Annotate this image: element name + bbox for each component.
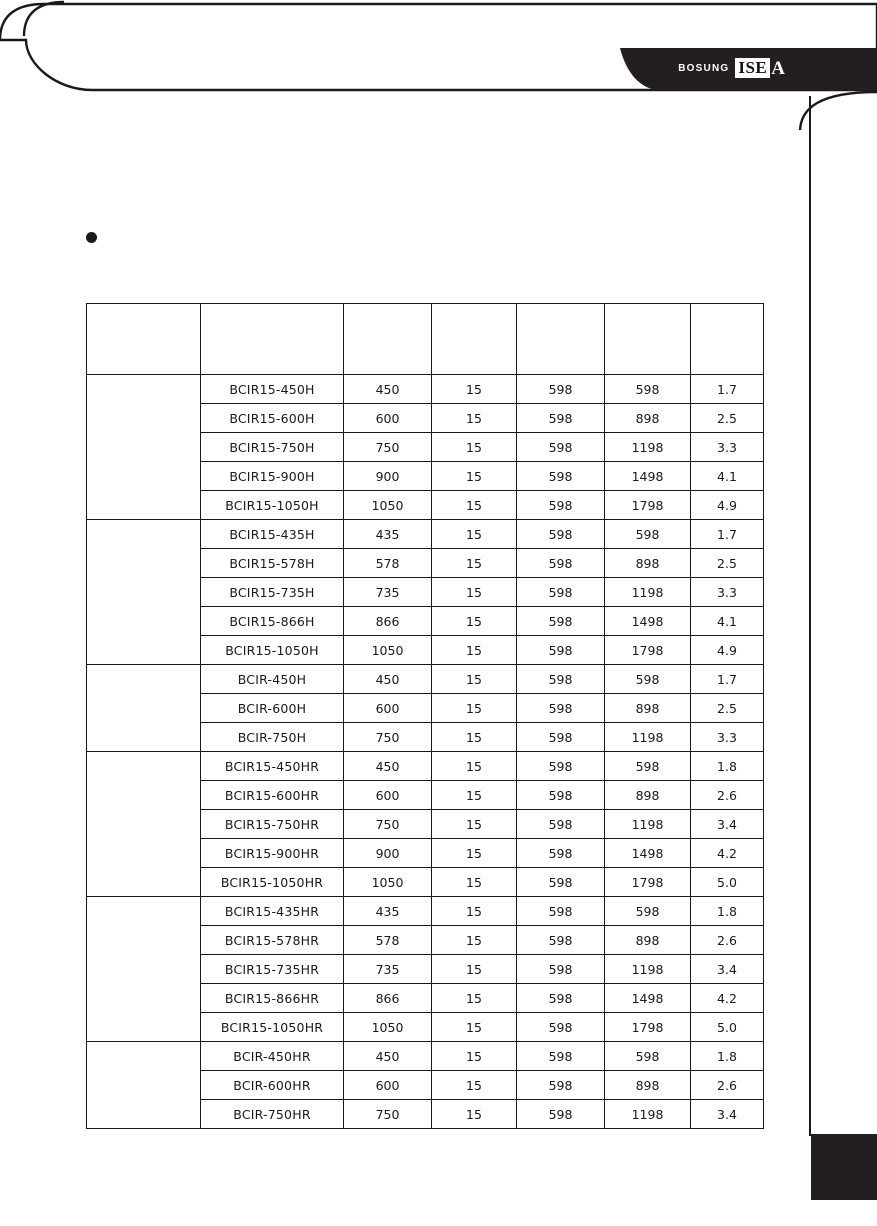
brand-logo-isea-tail: A [771, 57, 785, 79]
length-cell: 598 [605, 375, 691, 404]
model-cell: BCIR15-735H [201, 578, 344, 607]
header-cell-weight [691, 304, 764, 375]
width-cell: 598 [517, 404, 605, 433]
brand-logo-bosung: BOSUNG [678, 62, 730, 74]
capacity-cell: 735 [344, 955, 432, 984]
width-cell: 598 [517, 839, 605, 868]
length-cell: 1798 [605, 1013, 691, 1042]
capacity-cell: 1050 [344, 1013, 432, 1042]
table-header [87, 304, 764, 375]
length-cell: 1198 [605, 578, 691, 607]
header-cell-pressure [432, 304, 517, 375]
width-cell: 598 [517, 1042, 605, 1071]
model-cell: BCIR-450HR [201, 1042, 344, 1071]
model-cell: BCIR15-450H [201, 375, 344, 404]
model-cell: BCIR-450H [201, 665, 344, 694]
length-cell: 1198 [605, 810, 691, 839]
group-cell [87, 1042, 201, 1129]
model-cell: BCIR15-435H [201, 520, 344, 549]
capacity-cell: 578 [344, 926, 432, 955]
model-cell: BCIR15-1050HR [201, 1013, 344, 1042]
weight-cell: 5.0 [691, 1013, 764, 1042]
header-cell-length [605, 304, 691, 375]
width-cell: 598 [517, 1013, 605, 1042]
width-cell: 598 [517, 897, 605, 926]
header-cell-group [87, 304, 201, 375]
model-cell: BCIR-600H [201, 694, 344, 723]
capacity-cell: 450 [344, 1042, 432, 1071]
capacity-cell: 750 [344, 433, 432, 462]
width-cell: 598 [517, 868, 605, 897]
length-cell: 1798 [605, 636, 691, 665]
width-cell: 598 [517, 520, 605, 549]
pressure-cell: 15 [432, 375, 517, 404]
length-cell: 1498 [605, 607, 691, 636]
pressure-cell: 15 [432, 491, 517, 520]
weight-cell: 1.8 [691, 752, 764, 781]
weight-cell: 2.5 [691, 694, 764, 723]
bullet-icon [86, 232, 97, 243]
group-cell [87, 752, 201, 897]
model-cell: BCIR15-900H [201, 462, 344, 491]
brand-logo-isea-mark: ISE [735, 58, 770, 78]
length-cell: 898 [605, 781, 691, 810]
pressure-cell: 15 [432, 781, 517, 810]
header-cell-width [517, 304, 605, 375]
model-cell: BCIR15-578HR [201, 926, 344, 955]
table-body [87, 375, 764, 1129]
length-cell: 1198 [605, 1100, 691, 1129]
length-cell: 598 [605, 897, 691, 926]
capacity-cell: 900 [344, 462, 432, 491]
model-cell: BCIR15-1050HR [201, 868, 344, 897]
pressure-cell: 15 [432, 549, 517, 578]
weight-cell: 3.3 [691, 578, 764, 607]
capacity-cell: 600 [344, 694, 432, 723]
model-cell: BCIR15-750H [201, 433, 344, 462]
weight-cell: 2.5 [691, 404, 764, 433]
width-cell: 598 [517, 607, 605, 636]
capacity-cell: 578 [344, 549, 432, 578]
width-cell: 598 [517, 955, 605, 984]
table-row [87, 665, 764, 694]
weight-cell: 3.3 [691, 723, 764, 752]
weight-cell: 2.6 [691, 1071, 764, 1100]
capacity-cell: 900 [344, 839, 432, 868]
pressure-cell: 15 [432, 462, 517, 491]
length-cell: 1198 [605, 955, 691, 984]
table-row [87, 1042, 764, 1071]
weight-cell: 1.7 [691, 665, 764, 694]
weight-cell: 4.9 [691, 491, 764, 520]
brand-logo [678, 58, 785, 78]
model-cell: BCIR15-900HR [201, 839, 344, 868]
weight-cell: 2.6 [691, 926, 764, 955]
capacity-cell: 866 [344, 607, 432, 636]
width-cell: 598 [517, 752, 605, 781]
length-cell: 598 [605, 520, 691, 549]
pressure-cell: 15 [432, 433, 517, 462]
specification-table [86, 303, 764, 1129]
pressure-cell: 15 [432, 752, 517, 781]
length-cell: 598 [605, 752, 691, 781]
weight-cell: 3.4 [691, 810, 764, 839]
width-cell: 598 [517, 723, 605, 752]
length-cell: 1498 [605, 984, 691, 1013]
group-cell [87, 520, 201, 665]
weight-cell: 1.8 [691, 1042, 764, 1071]
weight-cell: 1.8 [691, 897, 764, 926]
capacity-cell: 750 [344, 810, 432, 839]
pressure-cell: 15 [432, 955, 517, 984]
model-cell: BCIR15-735HR [201, 955, 344, 984]
width-cell: 598 [517, 636, 605, 665]
pressure-cell: 15 [432, 1071, 517, 1100]
width-cell: 598 [517, 665, 605, 694]
section-heading [86, 232, 107, 243]
capacity-cell: 600 [344, 1071, 432, 1100]
capacity-cell: 450 [344, 752, 432, 781]
pressure-cell: 15 [432, 578, 517, 607]
model-cell: BCIR15-435HR [201, 897, 344, 926]
width-cell: 598 [517, 694, 605, 723]
width-cell: 598 [517, 462, 605, 491]
pressure-cell: 15 [432, 665, 517, 694]
table-row [87, 375, 764, 404]
weight-cell: 4.1 [691, 462, 764, 491]
header-cell-capacity [344, 304, 432, 375]
model-cell: BCIR-750HR [201, 1100, 344, 1129]
pressure-cell: 15 [432, 694, 517, 723]
page-corner-tab [811, 1134, 877, 1200]
right-margin-rule [809, 96, 811, 1136]
width-cell: 598 [517, 1071, 605, 1100]
length-cell: 1798 [605, 491, 691, 520]
length-cell: 898 [605, 1071, 691, 1100]
width-cell: 598 [517, 781, 605, 810]
pressure-cell: 15 [432, 404, 517, 433]
length-cell: 1798 [605, 868, 691, 897]
pressure-cell: 15 [432, 839, 517, 868]
table-row [87, 520, 764, 549]
group-cell [87, 375, 201, 520]
length-cell: 598 [605, 1042, 691, 1071]
table-header-row [87, 304, 764, 375]
capacity-cell: 1050 [344, 636, 432, 665]
pressure-cell: 15 [432, 1042, 517, 1071]
table-row [87, 752, 764, 781]
length-cell: 1498 [605, 462, 691, 491]
model-cell: BCIR-750H [201, 723, 344, 752]
pressure-cell: 15 [432, 984, 517, 1013]
length-cell: 898 [605, 549, 691, 578]
width-cell: 598 [517, 810, 605, 839]
capacity-cell: 1050 [344, 491, 432, 520]
model-cell: BCIR15-600HR [201, 781, 344, 810]
pressure-cell: 15 [432, 607, 517, 636]
length-cell: 1198 [605, 433, 691, 462]
capacity-cell: 1050 [344, 868, 432, 897]
width-cell: 598 [517, 549, 605, 578]
length-cell: 898 [605, 926, 691, 955]
model-cell: BCIR-600HR [201, 1071, 344, 1100]
model-cell: BCIR15-750HR [201, 810, 344, 839]
capacity-cell: 600 [344, 781, 432, 810]
pressure-cell: 15 [432, 868, 517, 897]
pressure-cell: 15 [432, 520, 517, 549]
length-cell: 1198 [605, 723, 691, 752]
width-cell: 598 [517, 984, 605, 1013]
pressure-cell: 15 [432, 1013, 517, 1042]
pressure-cell: 15 [432, 897, 517, 926]
weight-cell: 1.7 [691, 520, 764, 549]
group-cell [87, 897, 201, 1042]
group-cell [87, 665, 201, 752]
pressure-cell: 15 [432, 1100, 517, 1129]
capacity-cell: 750 [344, 723, 432, 752]
width-cell: 598 [517, 578, 605, 607]
model-cell: BCIR15-450HR [201, 752, 344, 781]
weight-cell: 3.3 [691, 433, 764, 462]
brand-logo-isea [735, 58, 785, 78]
model-cell: BCIR15-866H [201, 607, 344, 636]
length-cell: 1498 [605, 839, 691, 868]
pressure-cell: 15 [432, 926, 517, 955]
length-cell: 898 [605, 404, 691, 433]
width-cell: 598 [517, 926, 605, 955]
capacity-cell: 450 [344, 375, 432, 404]
pressure-cell: 15 [432, 810, 517, 839]
weight-cell: 5.0 [691, 868, 764, 897]
pressure-cell: 15 [432, 723, 517, 752]
weight-cell: 1.7 [691, 375, 764, 404]
capacity-cell: 750 [344, 1100, 432, 1129]
capacity-cell: 435 [344, 897, 432, 926]
weight-cell: 4.2 [691, 839, 764, 868]
capacity-cell: 450 [344, 665, 432, 694]
weight-cell: 4.2 [691, 984, 764, 1013]
length-cell: 598 [605, 665, 691, 694]
table-row [87, 897, 764, 926]
model-cell: BCIR15-578H [201, 549, 344, 578]
capacity-cell: 435 [344, 520, 432, 549]
weight-cell: 2.5 [691, 549, 764, 578]
weight-cell: 4.9 [691, 636, 764, 665]
length-cell: 898 [605, 694, 691, 723]
weight-cell: 2.6 [691, 781, 764, 810]
model-cell: BCIR15-1050H [201, 491, 344, 520]
model-cell: BCIR15-866HR [201, 984, 344, 1013]
weight-cell: 4.1 [691, 607, 764, 636]
model-cell: BCIR15-600H [201, 404, 344, 433]
header-cell-model [201, 304, 344, 375]
weight-cell: 3.4 [691, 1100, 764, 1129]
capacity-cell: 600 [344, 404, 432, 433]
width-cell: 598 [517, 375, 605, 404]
width-cell: 598 [517, 491, 605, 520]
width-cell: 598 [517, 1100, 605, 1129]
weight-cell: 3.4 [691, 955, 764, 984]
capacity-cell: 735 [344, 578, 432, 607]
pressure-cell: 15 [432, 636, 517, 665]
capacity-cell: 866 [344, 984, 432, 1013]
width-cell: 598 [517, 433, 605, 462]
model-cell: BCIR15-1050H [201, 636, 344, 665]
